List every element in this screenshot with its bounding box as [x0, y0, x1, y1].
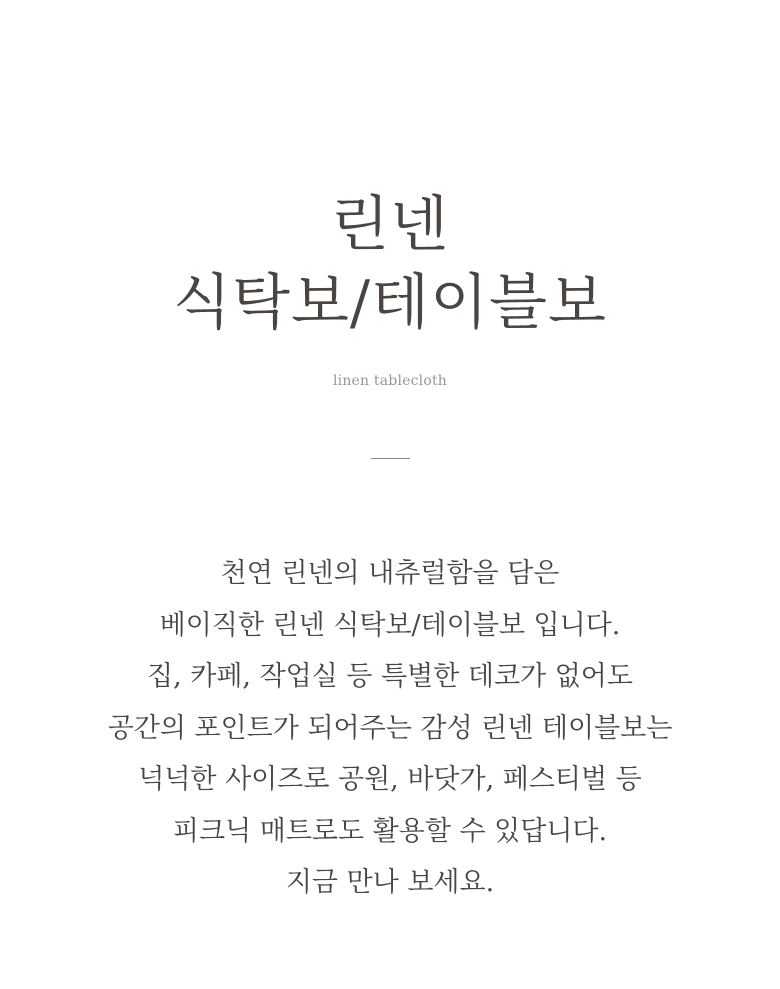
description-block — [0, 548, 780, 909]
title-line-2: 식탁보/테이블보 — [173, 268, 607, 338]
description-line: 피크닉 매트로도 활용할 수 있답니다. — [172, 815, 608, 847]
subtitle-english: linen tablecloth — [332, 373, 447, 389]
title-line-1: 린넨 — [331, 190, 449, 260]
description-line: 집, 카페, 작업실 등 특별한 데코가 없어도 — [147, 661, 633, 692]
description-line: 넉넉한 사이즈로 공원, 바닷가, 페스티벌 등 — [138, 764, 642, 795]
description-line: 공간의 포인트가 되어주는 감성 린넨 테이블보는 — [107, 712, 673, 744]
description-line: 베이직한 린넨 식탁보/테이블보 입니다. — [159, 609, 621, 641]
description-line: 지금 만나 보세요. — [285, 867, 495, 898]
description-line: 천연 린넨의 내츄럴함을 담은 — [220, 558, 560, 589]
section-divider — [371, 458, 410, 459]
